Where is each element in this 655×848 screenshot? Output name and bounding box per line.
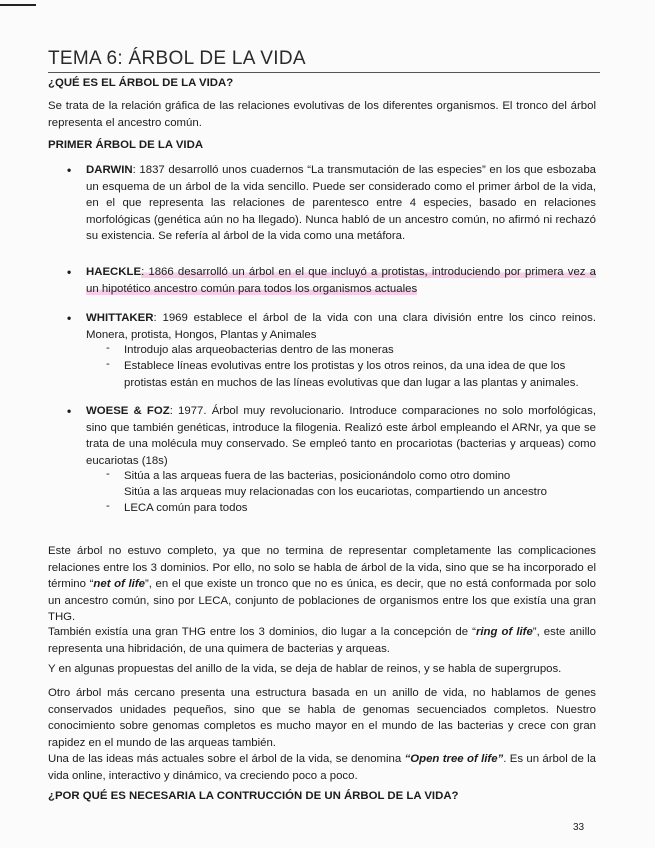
darwin-name: DARWIN: [86, 164, 133, 176]
paragraph-supergroups: Y en algunas propuestas del anillo de la vida, se deja de hablar de reinos, y se habla de supergrupos.: [48, 663, 562, 675]
whittaker-name: WHITTAKER: [86, 312, 154, 324]
bullet-darwin: •: [67, 163, 72, 177]
whittaker-text: : 1969 establece el árbol de la vida con una clara división entre los cinco reinos. Monera, protista, Hongos, Plantas y Animales: [86, 312, 596, 341]
section2-heading: PRIMER ÁRBOL DE LA VIDA: [48, 139, 204, 151]
section1-heading: ¿QUÉ ES EL ÁRBOL DE LA VIDA?: [48, 77, 234, 89]
woese-text: : 1977. Árbol muy revolucionario. Introduce comparaciones no solo morfológicas, sino que también genéticas, introduce la filogenia. Realizó este árbol empleando el ARNr, ya que se trata de una molécula muy conservado. Se empleó tanto en procariotas (bacterias y arqueas) como eucariotas (18s): [86, 405, 596, 467]
woese-name: WOESE & FOZ: [86, 405, 170, 417]
dash-whittaker-2: -: [106, 358, 110, 370]
paragraph-net-of-life: [48, 543, 596, 626]
page-number: 33: [573, 822, 585, 833]
section1-text: Se trata de la relación gráfica de las relaciones evolutivas de los diferentes organismos. El tronco del árbol representa el ancestro común.: [48, 100, 596, 129]
bullet-whittaker: •: [67, 311, 72, 325]
top-corner-mark: [0, 4, 36, 6]
paragraph-open-tree: [48, 751, 596, 784]
term-ring-of-life: ring of life: [475, 626, 533, 638]
whittaker-sub-2: Establece líneas evolutivas entre los protistas y los otros reinos, da una idea de que los protistas están en muchos de las líneas evolutivas que dan lugar a las plantas y animales.: [124, 360, 579, 389]
term-net-of-life: net of life: [93, 578, 145, 590]
woese-sub-2: Sitúa a las arqueas muy relacionadas con los eucariotas, compartiendo un ancestro: [124, 486, 547, 498]
bullet-haeckle: •: [67, 265, 72, 279]
section3-heading: ¿POR QUÉ ES NECESARIA LA CONTRUCCIÓN DE UN ÁRBOL DE LA VIDA?: [48, 790, 459, 802]
para2-b: ”, este anillo representa una hibridación, de una quimera de bacterias y arqueas.: [48, 626, 596, 655]
item-whittaker: [86, 310, 596, 343]
item-haeckle: [86, 264, 596, 297]
woese-sub-3: LECA común para todos: [124, 502, 248, 514]
para2-a: También existía una gran THG entre los 3 dominios, dio lugar a la concepción de “: [48, 626, 476, 638]
darwin-text: : 1837 desarrolló unos cuadernos “La transmutación de las especies” en los que esbozaba un esquema de un árbol de la vida sencillo. Puede ser considerado como el primer árbol de la vida, en el que representa las relaciones de parentesco entre 4 especies, basado en relaciones morfológicas (genética aún no ha llegado). Nunca habló de un ancestro común, no afirmó ni rechazó su existencia. Se refería al árbol de la vida como una metáfora.: [86, 164, 596, 242]
title-divider: [48, 72, 600, 73]
dash-woese-3: -: [106, 500, 110, 512]
para1-a: Este árbol no estuvo completo, ya que no termina de representar completamente las complicaciones relaciones entre los 3 dominios. Por ello, no solo se habla de árbol de la vida, sino que se ha incorporado el término “: [48, 545, 596, 590]
haeckle-text: : 1866 desarrolló un árbol en el que incluyó a protistas, introduciendo por primera vez a un hipotético ancestro común para todos los organismos actuales: [86, 266, 596, 295]
dash-woese-1: -: [106, 468, 110, 480]
term-open-tree: “Open tree of life”: [404, 753, 504, 765]
woese-sub-1: Sitúa a las arqueas fuera de las bacterias, posicionándolo como otro domino: [124, 470, 511, 482]
whittaker-sub-1: Introdujo alas arqueobacterias dentro de las moneras: [124, 344, 394, 356]
haeckle-name: HAECKLE: [86, 266, 142, 278]
paragraph-genomes: Otro árbol más cercano presenta una estructura basada en un anillo de vida, no hablamos de genes conservados unidades pequeños, sino que se habla de genomas secuenciados completos. Nuestro conocimiento sobre genomas completos es mucho mayor en el mundo de las bacterias y crece con gran rapidez en el mundo de las arqueas también.: [48, 687, 596, 749]
paragraph-ring-of-life: [48, 624, 596, 657]
item-woese: [86, 403, 596, 469]
para5-a: Una de las ideas más actuales sobre el árbol de la vida, se denomina: [48, 753, 405, 765]
dash-whittaker-1: -: [106, 342, 110, 354]
bullet-woese: •: [67, 404, 72, 418]
para1-b: ”, en el que existe un tronco que no es única, es decir, que no está conformada por solo un ancestro común, sino por LECA, conjunto de poblaciones de organismos entre los que existía una gran THG.: [48, 578, 596, 623]
para5-b: . Es un árbol de la vida online, interactivo y dinámico, va creciendo poco a poco.: [48, 753, 596, 782]
page-title: TEMA 6: ÁRBOL DE LA VIDA: [48, 48, 306, 69]
item-darwin: [86, 162, 596, 245]
